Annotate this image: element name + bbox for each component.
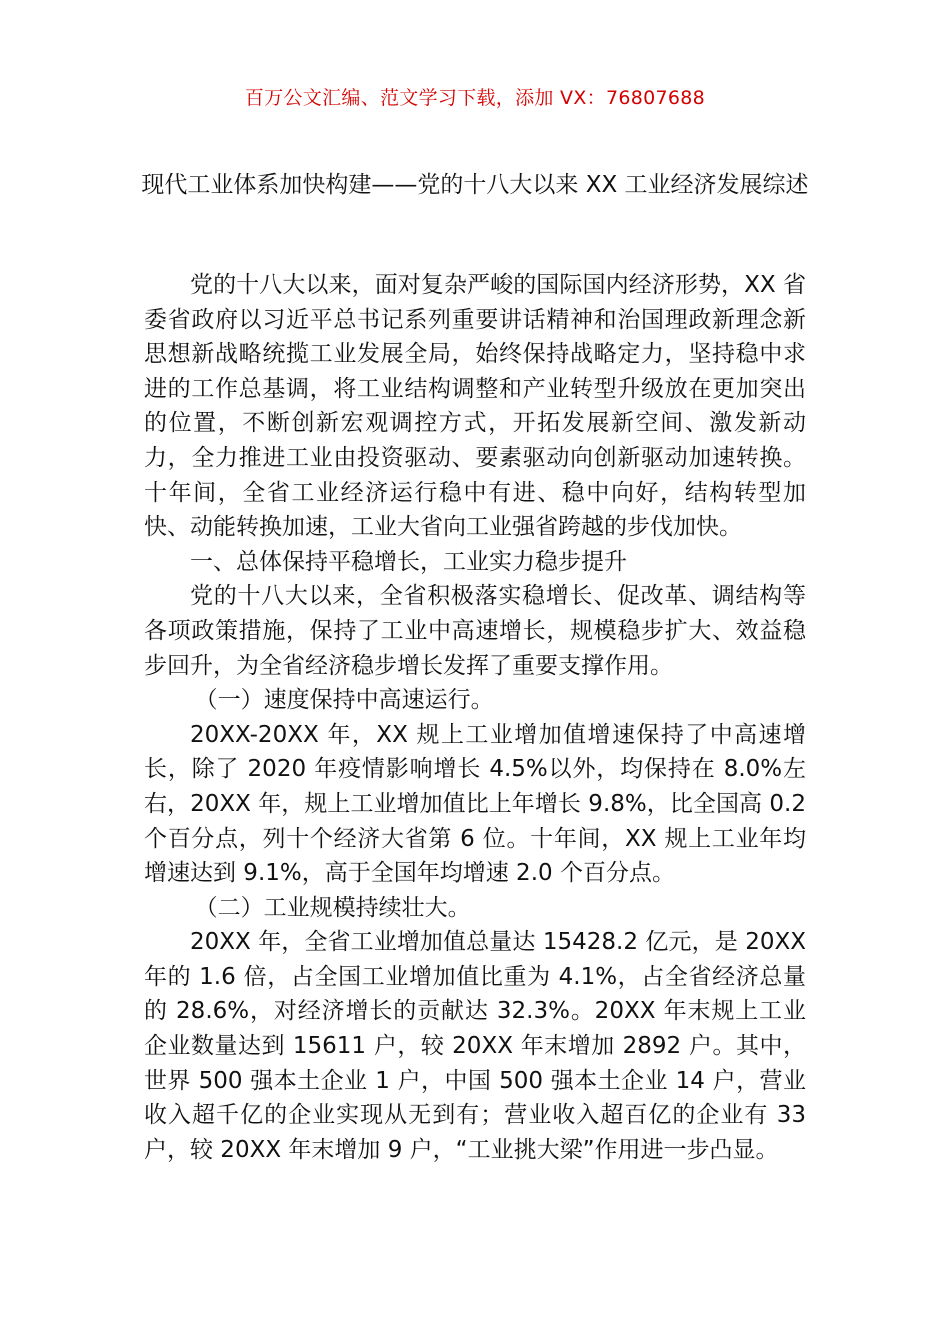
header-banner: 百万公文汇编、范文学习下载，添加 VX：76807688 [244, 87, 706, 109]
document-title: 现代工业体系加快构建——党的十八大以来 XX 工业经济发展综述 [141, 172, 809, 198]
sub-heading-1: （一）速度保持中高速运行。 [194, 687, 494, 714]
sub-section-2-paragraph: 20XX 年，全省工业增加值总量达 15428.2 亿元，是 20XX 年的 1.6 倍，占全国工业增加值比重为 4.1%，占全省经济总量的 28.6%，对经济增长的贡献达 32.3%。20XX 年末规上工业企业数量达到 15611 户，较 20XX 年末增加 2892 户。其中，世界 500 强本土企业 1 户，中国 500 强本土企业 14 户，营业收入超千亿的企业实现从无到有；营业收入超百亿的企业有 33 户，较 20XX 年末增加 9 户，“工业挑大梁”作用进一步凸显。 [144, 929, 806, 1163]
sub-section-1-paragraph: 20XX-20XX 年，XX 规上工业增加值增速保持了中高速增长，除了 2020 年疫情影响增长 4.5%以外，均保持在 8.0%左右，20XX 年，规上工业增加值比上年增长 9.8%，比全国高 0.2 个百分点，列十个经济大省第 6 位。十年间，XX 规上工业年均增速达到 9.1%，高于全国年均增速 2.0 个百分点。 [144, 721, 806, 887]
section-heading-1: 一、总体保持平稳增长，工业实力稳步提升 [190, 548, 627, 575]
section-1-paragraph: 党的十八大以来，全省积极落实稳增长、促改革、调结构等各项政策措施，保持了工业中高速增长，规模稳步扩大、效益稳步回升，为全省经济稳步增长发挥了重要支撑作用。 [144, 583, 806, 679]
intro-paragraph: 党的十八大以来，面对复杂严峻的国际国内经济形势，XX 省委省政府以习近平总书记系列重要讲话精神和治国理政新理念新思想新战略统揽工业发展全局，始终保持战略定力，坚持稳中求进的工作总基调，将工业结构调整和产业转型升级放在更加突出的位置，不断创新宏观调控方式，开拓发展新空间、激发新动力，全力推进工业由投资驱动、要素驱动向创新驱动加速转换。十年间，全省工业经济运行稳中有进、稳中向好，结构转型加快、动能转换加速，工业大省向工业强省跨越的步伐加快。 [144, 272, 806, 541]
document-body [144, 268, 806, 1167]
sub-heading-2: （二）工业规模持续壮大。 [194, 894, 471, 921]
